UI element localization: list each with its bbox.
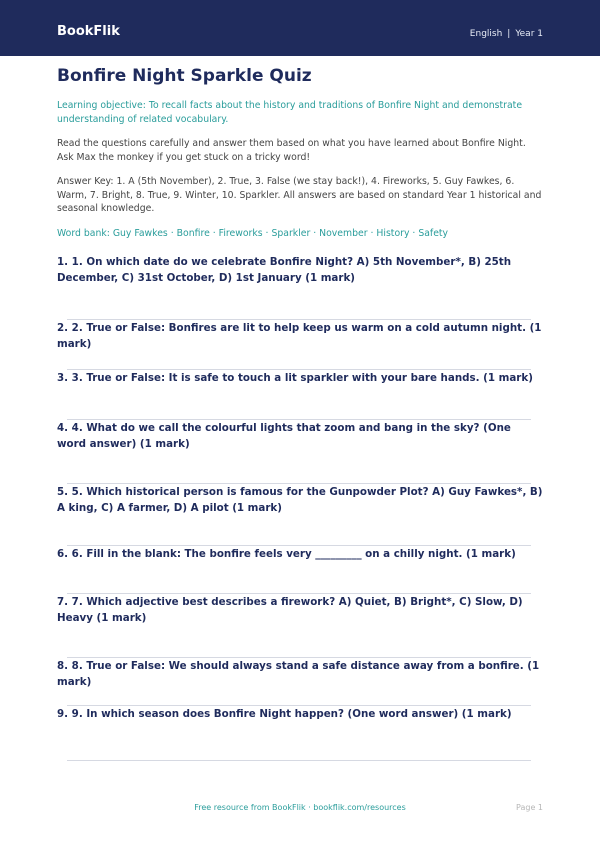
question-text: 9. 9. In which season does Bonfire Night happen? (One word answer) (1 mark) <box>57 708 512 720</box>
learning-objective: Learning objective: To recall facts about the history and traditions of Bonfire Night and demonstrate understanding of related vocabulary. <box>57 100 523 125</box>
question-6 <box>57 546 543 594</box>
question-text: 2. 2. True or False: Bonfires are lit to help keep us warm on a cold autumn night. (1 mark) <box>57 322 542 350</box>
question-text: 3. 3. True or False: It is safe to touch a lit sparkler with your bare hands. (1 mark) <box>57 372 533 384</box>
question-1 <box>57 254 543 320</box>
worksheet-content <box>57 64 543 761</box>
question-text: 7. 7. Which adjective best describes a firework? A) Quiet, B) Bright*, C) Slow, D) Heavy (1 mark) <box>57 596 523 624</box>
separator: | <box>507 29 511 39</box>
question-7 <box>57 594 543 658</box>
word-bank: Word bank: Guy Fawkes · Bonfire · Fireworks · Sparkler · November · History · Safety <box>57 227 449 239</box>
page-title: Bonfire Night Sparkle Quiz <box>57 66 312 86</box>
header-bar <box>0 0 600 56</box>
brand-logo[interactable]: BookFlik <box>57 24 120 39</box>
answer-key: Answer Key: 1. A (5th November), 2. True, 3. False (we stay back!), 4. Fireworks, 5. Guy Fawkes, 6. Warm, 7. Bright, 8. True, 9. Winter, 10. Sparkler. All answers are based on standard Year 1 historical and seasonal knowledge. <box>57 176 542 214</box>
question-text: 4. 4. What do we call the colourful lights that zoom and bang in the sky? (One word answer) (1 mark) <box>57 422 511 450</box>
question-9 <box>57 706 543 761</box>
question-4 <box>57 420 543 484</box>
page-number: Page 1 <box>516 803 543 812</box>
subject-year-label <box>470 28 543 40</box>
question-3 <box>57 370 543 420</box>
question-text: 6. 6. Fill in the blank: The bonfire feels very _________ on a chilly night. (1 mark) <box>57 548 516 560</box>
question-text: 5. 5. Which historical person is famous for the Gunpowder Plot? A) Guy Fawkes*, B) A king, C) A farmer, D) A pilot (1 mark) <box>57 486 543 514</box>
footer-credit[interactable]: Free resource from BookFlik · bookflik.com/resources <box>194 803 406 812</box>
answer-line[interactable] <box>67 760 531 761</box>
subject-label: English <box>469 29 503 39</box>
question-2 <box>57 320 543 370</box>
question-list <box>57 254 543 761</box>
year-label: Year 1 <box>515 29 543 39</box>
question-8 <box>57 658 543 706</box>
question-text: 8. 8. True or False: We should always stand a safe distance away from a bonfire. (1 mark) <box>57 660 540 688</box>
instructions: Read the questions carefully and answer them based on what you have learned about Bonfire Night. Ask Max the monkey if you get stuck on a tricky word! <box>57 138 526 163</box>
question-text: 1. 1. On which date do we celebrate Bonfire Night? A) 5th November*, B) 25th December, C) 31st October, D) 1st January (1 mark) <box>57 256 512 284</box>
question-5 <box>57 484 543 546</box>
